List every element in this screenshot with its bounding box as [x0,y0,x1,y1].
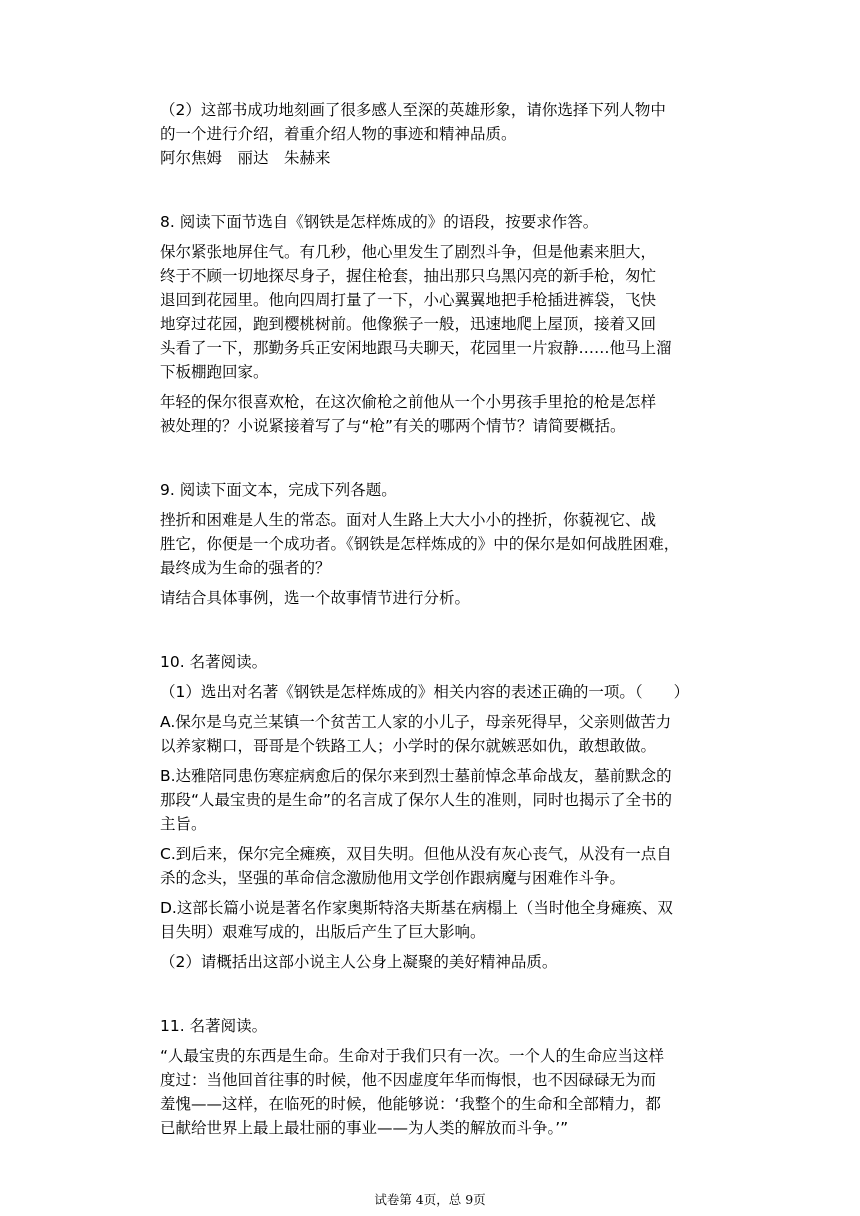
text-line: 以养家糊口，哥哥是个铁路工人；小学时的保尔就嫉恶如仇，敢想敢做。 [160,737,657,755]
text-line: 最终成为生命的强者的？ [160,559,331,577]
quote-passage [160,1044,740,1140]
text-line: 退回到花园里。他向四周打量了一下，小心翼翼地把手枪插进裤袋，飞快 [160,291,657,309]
question-title: 11. 名著阅读。 [160,1017,268,1035]
option-c [160,842,740,890]
text-line: 目失明）艰难写成的，出版后产生了巨大影响。 [160,923,486,941]
question-11 [160,1014,740,1140]
reading-passage [160,508,740,580]
text-line: 度过：当他回首往事的时候，他不因虚度年华而悔恨，也不因碌碌无为而 [160,1071,657,1089]
text-line: 终于不顾一切地探尽身子，握住枪套，抽出那只乌黑闪亮的新手枪，匆忙 [160,267,657,285]
text-line: 主旨。 [160,815,207,833]
question-9 [160,478,740,610]
text-line: 羞愧——这样，在临死的时候，他能够说：‘我整个的生命和全部精力，都 [160,1095,661,1113]
text-line: 头看了一下，那勤务兵正安闲地跟马夫聊天，花园里一片寂静……他马上溜 [160,339,672,357]
q7-part2 [160,98,740,170]
question-prompt [160,390,740,438]
text-line: 已献给世界上最上最壮丽的事业——为人类的解放而斗争。’” [160,1119,569,1137]
question-title: 10. 名著阅读。 [160,653,268,671]
text-line: （2）这部书成功地刻画了很多感人至深的英雄形象，请你选择下列人物中 [160,101,666,119]
page-content [160,98,740,1140]
option-d [160,896,740,944]
question-8 [160,210,740,438]
text-line: 的一个进行介绍，着重介绍人物的事迹和精神品质。 [160,125,517,143]
option-a [160,710,740,758]
reading-passage [160,240,740,384]
text-line: 那段“人最宝贵的是生命”的名言成了保尔人生的准则，同时也揭示了全书的 [160,791,673,809]
page-footer: 试卷第 4页，总 9页 [374,1192,486,1207]
question-title: 8. 阅读下面节选自《钢铁是怎样炼成的》的语段，按要求作答。 [160,213,599,231]
text-line: 胜它，你便是一个成功者。《钢铁是怎样炼成的》中的保尔是如何战胜困难， [160,535,680,553]
character-options: 阿尔焦姆 丽达 朱赫来 [160,149,331,167]
text-line: 被处理的？小说紧接着写了与“枪”有关的哪两个情节？请简要概括。 [160,417,626,435]
question-10 [160,650,740,974]
question-prompt: 请结合具体事例，选一个故事情节进行分析。 [160,589,471,607]
text-line: 杀的念头，坚强的革命信念激励他用文学创作跟病魔与困难作斗争。 [160,869,626,887]
text-line: 地穿过花园，跑到樱桃树前。他像猴子一般，迅速地爬上屋顶，接着又回 [160,315,657,333]
text-line: A.保尔是乌克兰某镇一个贫苦工人家的小儿子，母亲死得早，父亲则做苦力 [160,713,672,731]
text-line: 年轻的保尔很喜欢枪，在这次偷枪之前他从一个小男孩手里抢的枪是怎样 [160,393,657,411]
text-line: C.到后来，保尔完全瘫痪，双目失明。但他从没有灰心丧气，从没有一点自 [160,845,672,863]
text-line: 保尔紧张地屏住气。有几秒，他心里发生了剧烈斗争，但是他素来胆大， [160,243,657,261]
text-line: “人最宝贵的东西是生命。生命对于我们只有一次。一个人的生命应当这样 [160,1047,665,1065]
option-b [160,764,740,836]
text-line: 挫折和困难是人生的常态。面对人生路上大大小小的挫折，你藐视它、战 [160,511,657,529]
question-title: 9. 阅读下面文本，完成下列各题。 [160,481,397,499]
sub-question-2: （2）请概括出这部小说主人公身上凝聚的美好精神品质。 [160,953,558,971]
text-line: B.达雅陪同患伤寒症病愈后的保尔来到烈士墓前悼念革命战友，墓前默念的 [160,767,672,785]
text-line: 下板棚跑回家。 [160,363,269,381]
text-line: D.这部长篇小说是著名作家奥斯特洛夫斯基在病榻上（当时他全身瘫痪、双 [160,899,673,917]
sub-question-1: （1）选出对名著《钢铁是怎样炼成的》相关内容的表述正确的一项。（ ） [160,683,690,701]
